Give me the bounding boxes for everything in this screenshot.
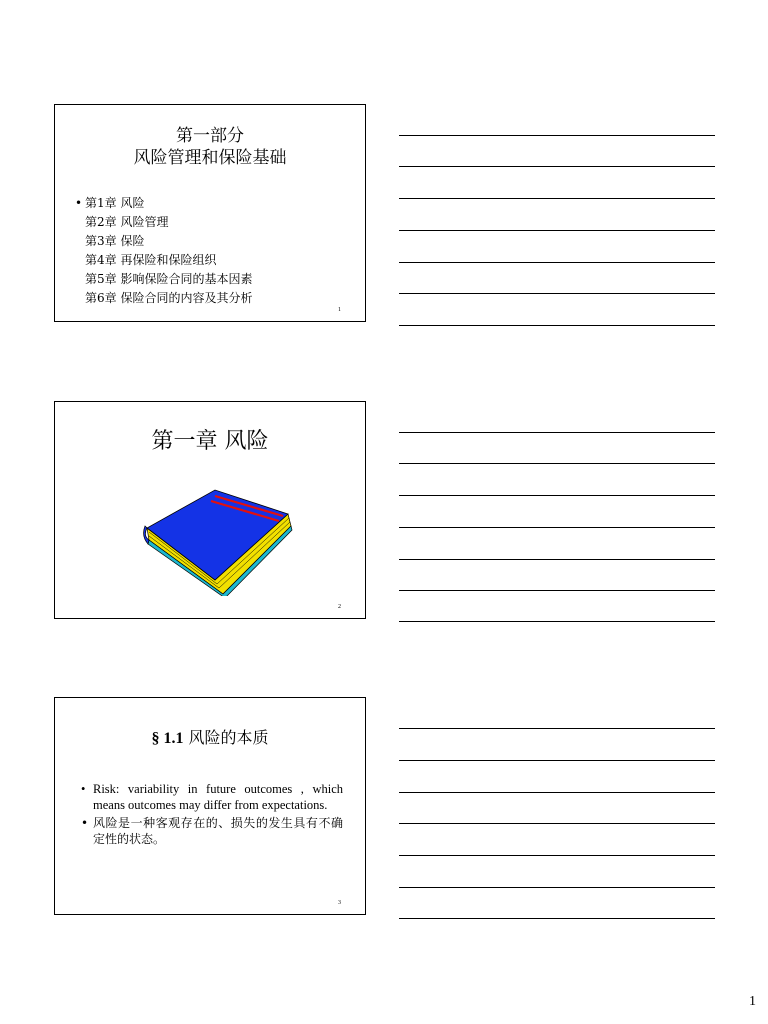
- book-icon: [143, 486, 293, 600]
- bullet-text-en: Risk: variability in future outcomes , which means outcomes may differ from expectations.: [93, 782, 343, 812]
- slide-1-title-line1: 第一部分: [176, 126, 244, 146]
- note-line: [399, 495, 715, 496]
- note-line: [399, 559, 715, 560]
- chapter-item: 第4章 再保险和保险组织: [85, 253, 217, 267]
- bullet-list: [81, 781, 343, 847]
- note-line: [399, 792, 715, 793]
- section-title: 风险的本质: [183, 728, 269, 747]
- bullet-icon: •: [75, 196, 83, 210]
- note-line: [399, 621, 715, 622]
- bullet-text-zh: 风险是一种客观存在的、损失的发生具有不确定性的状态。: [93, 816, 343, 846]
- slide-3: [54, 697, 366, 915]
- slide-3-title: [55, 725, 365, 748]
- chapter-item: 第1章 风险: [85, 196, 145, 210]
- note-line: [399, 760, 715, 761]
- note-line: [399, 230, 715, 231]
- slide-2: [54, 401, 366, 619]
- note-line: [399, 527, 715, 528]
- chapter-item: 第5章 影响保险合同的基本因素: [85, 272, 253, 286]
- note-line: [399, 823, 715, 824]
- bullet-item: [81, 815, 343, 847]
- note-line: [399, 325, 715, 326]
- section-number: § 1.1: [151, 730, 184, 747]
- note-line: [399, 135, 715, 136]
- slide-number: 3: [338, 900, 341, 906]
- chapter-item: 第2章 风险管理: [85, 215, 169, 229]
- note-line: [399, 887, 715, 888]
- slide-2-title: 第一章 风险: [151, 429, 269, 454]
- slide-1-title: [55, 125, 365, 169]
- page-number: 1: [749, 994, 756, 1009]
- note-line: [399, 855, 715, 856]
- note-line: [399, 728, 715, 729]
- slide-number: 1: [338, 307, 341, 313]
- note-line: [399, 166, 715, 167]
- note-line: [399, 198, 715, 199]
- note-line: [399, 918, 715, 919]
- note-line: [399, 262, 715, 263]
- bullet-item: [81, 781, 343, 813]
- note-line: [399, 463, 715, 464]
- bullet-icon: •: [81, 816, 89, 830]
- chapter-item: 第6章 保险合同的内容及其分析: [85, 291, 253, 305]
- bullet-icon: •: [81, 782, 86, 796]
- note-line: [399, 293, 715, 294]
- slide-1-title-line2: 风险管理和保险基础: [133, 148, 287, 168]
- slide-number: 2: [338, 604, 341, 610]
- chapter-item: 第3章 保险: [85, 234, 145, 248]
- slide-1: [54, 104, 366, 322]
- note-line: [399, 432, 715, 433]
- note-line: [399, 590, 715, 591]
- chapter-list: [75, 194, 253, 308]
